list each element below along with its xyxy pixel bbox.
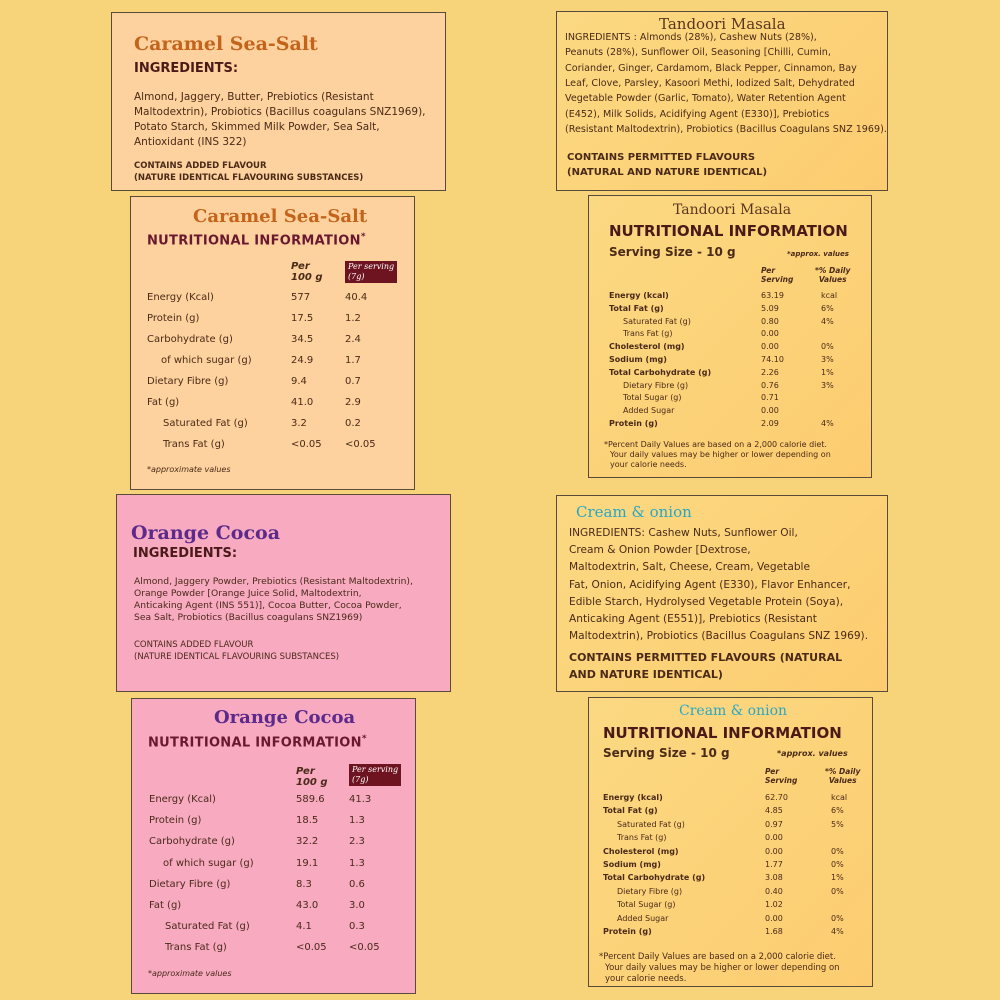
orange_nutrition-row-per100: 18.5: [296, 815, 319, 827]
caramel_nutrition-row-per100: 9.4: [291, 376, 307, 387]
cream_nutrition-row-label: Added Sugar: [617, 913, 669, 923]
tandoori-flavour-notice-1: CONTAINS PERMITTED FLAVOURS: [567, 152, 756, 163]
cream_nutrition-row-value: 0.97: [765, 819, 783, 829]
caramel_nutrition-row-per100: 41.0: [291, 397, 314, 408]
tandoori_ingredients-line: (E452), Milk Solids, Acidifying Agent (E330)], Prebiotics: [565, 108, 830, 120]
tandoori_nutrition-row-label: Sodium (mg): [609, 355, 667, 364]
tandoori-nutrition-heading: NUTRITIONAL INFORMATION: [609, 222, 848, 240]
caramel-ingredients-line-3: Potato Starch, Skimmed Milk Powder, Sea Salt,: [134, 121, 380, 133]
tandoori_nutrition-row-value: 2.26: [761, 367, 779, 377]
cream-ingredients-card: [556, 495, 888, 692]
cream_nutrition-footnote-line: Your daily values may be higher or lower depending on: [605, 963, 840, 973]
tandoori_nutrition-row-dv: 4%: [821, 316, 834, 326]
tandoori_nutrition-row-value: 0.00: [761, 342, 779, 352]
caramel_nutrition-row-label: Saturated Fat (g): [163, 418, 248, 429]
orange_nutrition-row-label: Carbohydrate (g): [149, 836, 235, 848]
caramel_nutrition-row-serving: 0.2: [345, 418, 361, 429]
tandoori-col-dv: *% Daily Values: [815, 266, 851, 284]
tandoori_ingredients-line: (Resistant Maltodextrin), Probiotics (Bacillus Coagulans SNZ 1969).: [565, 123, 887, 135]
caramel_nutrition-row-label: Protein (g): [147, 313, 200, 324]
caramel-ingredients-line-2: Maltodextrin), Probiotics (Bacillus coagulans SNZ1969),: [134, 106, 426, 118]
orange_nutrition-row-label: Dietary Fibre (g): [149, 878, 231, 890]
cream_nutrition-footnote-line: your calorie needs.: [605, 974, 687, 984]
tandoori-ingredients-title: Tandoori Masala: [659, 15, 786, 33]
cream_nutrition-row-dv: 0%: [831, 886, 844, 896]
caramel_nutrition-row-label: Trans Fat (g): [163, 439, 225, 450]
caramel_nutrition-row-per100: 17.5: [291, 313, 314, 324]
orange_nutrition-row-serving: 3.0: [349, 900, 365, 911]
caramel-footnote: *approximate values: [147, 465, 231, 474]
caramel_nutrition-row-label: Energy (Kcal): [147, 292, 214, 303]
cream_nutrition-row-dv: 0%: [831, 913, 844, 923]
caramel_nutrition-row-per100: 34.5: [291, 334, 314, 345]
cream-col-per: Per Serving: [765, 767, 798, 785]
orange_nutrition-row-per100: 43.0: [296, 900, 319, 911]
cream-flavour-notice-1: CONTAINS PERMITTED FLAVOURS (NATURAL: [569, 651, 843, 664]
caramel-col-per100: Per 100 g: [291, 261, 323, 283]
cream_ingredients-line: Maltodextrin, Salt, Cheese, Cream, Vegetable: [569, 561, 811, 574]
caramel_nutrition-row-per100: 3.2: [291, 418, 307, 429]
tandoori_ingredients-line: Coriander, Ginger, Cardamom, Black Pepper, Cinnamon, Bay: [565, 62, 857, 74]
tandoori_nutrition-row-value: 0.00: [761, 329, 779, 339]
cream-ingredients-title: Cream & onion: [576, 503, 692, 521]
cream_nutrition-row-label: Energy (kcal): [603, 793, 663, 802]
cream-nutrition-heading: NUTRITIONAL INFORMATION: [603, 724, 842, 742]
cream_nutrition-row-label: Total Sugar (g): [617, 900, 676, 910]
tandoori_nutrition-row-value: 63.19: [761, 291, 784, 300]
orange-col-per100: Per 100 g: [296, 766, 328, 788]
tandoori_nutrition-row-label: Cholesterol (mg): [609, 342, 685, 352]
caramel_nutrition-row-serving: 1.2: [345, 313, 361, 324]
cream_nutrition-row-value: 1.68: [765, 927, 783, 936]
caramel_nutrition-row-label: of which sugar (g): [161, 355, 252, 366]
caramel_nutrition-row-serving: 2.4: [345, 334, 361, 345]
caramel_nutrition-row-serving: 0.7: [345, 376, 361, 387]
tandoori_nutrition-row-label: Protein (g): [609, 419, 658, 428]
cream_ingredients-line: INGREDIENTS: Cashew Nuts, Sunflower Oil,: [569, 527, 798, 539]
orange_nutrition-row-label: Trans Fat (g): [165, 942, 227, 954]
orange_nutrition-row-serving: <0.05: [349, 942, 380, 954]
tandoori_nutrition-row-value: 0.71: [761, 393, 779, 403]
cream_nutrition-row-value: 1.02: [765, 900, 783, 910]
cream_nutrition-row-label: Cholesterol (mg): [603, 846, 679, 856]
caramel-flavour-notice-2: (NATURE IDENTICAL FLAVOURING SUBSTANCES): [134, 173, 364, 183]
tandoori_nutrition-row-value: 0.76: [761, 380, 779, 390]
cream_nutrition-row-value: 62.70: [765, 793, 788, 802]
cream_nutrition-row-dv: 0%: [831, 860, 844, 869]
orange_nutrition-row-per100: 589.6: [296, 794, 325, 805]
tandoori_nutrition-row-dv: 4%: [821, 419, 834, 428]
orange_nutrition-row-serving: 0.3: [349, 921, 365, 933]
orange_nutrition-row-serving: 1.3: [349, 815, 365, 827]
caramel_nutrition-row-serving: <0.05: [345, 439, 376, 450]
tandoori_ingredients-line: Peanuts (28%), Sunflower Oil, Seasoning [Chilli, Cumin,: [565, 47, 831, 59]
caramel_nutrition-row-serving: 40.4: [345, 292, 368, 303]
tandoori-approx-note: *approx. values: [787, 250, 849, 258]
tandoori_nutrition-row-value: 0.80: [761, 316, 779, 326]
orange_nutrition-row-serving: 1.3: [349, 857, 365, 869]
orange_nutrition-row-serving: 0.6: [349, 878, 365, 890]
orange_nutrition-row-serving: 41.3: [349, 794, 372, 805]
tandoori-serving-size: Serving Size - 10 g: [609, 245, 736, 259]
cream_nutrition-row-label: Trans Fat (g): [617, 833, 667, 843]
tandoori_nutrition-row-dv: 3%: [821, 355, 834, 364]
tandoori_nutrition-row-value: 2.09: [761, 419, 779, 428]
caramel_nutrition-row-serving: 2.9: [345, 397, 361, 408]
tandoori_nutrition-row-value: 74.10: [761, 355, 784, 364]
caramel-nutrition-card: [130, 196, 415, 490]
tandoori_nutrition-row-dv: 3%: [821, 380, 834, 390]
orange_nutrition-row-per100: 8.3: [296, 878, 312, 890]
cream_nutrition-row-label: Total Carbohydrate (g): [603, 873, 706, 883]
cream_nutrition-row-dv: 0%: [831, 846, 844, 856]
tandoori_nutrition-row-label: Total Fat (g): [609, 303, 664, 313]
caramel-col-serving: Per serving (7g): [345, 261, 397, 283]
cream_nutrition-row-dv: 4%: [831, 927, 844, 936]
cream_ingredients-line: Cream & Onion Powder [Dextrose,: [569, 544, 751, 557]
cream_ingredients-line: Anticaking Agent (E551)], Prebiotics (Resistant: [569, 613, 817, 625]
caramel_nutrition-row-label: Fat (g): [147, 397, 180, 408]
tandoori_ingredients-line: Leaf, Clove, Parsley, Kasoori Methi, Iodized Salt, Dehydrated: [565, 77, 855, 89]
tandoori_nutrition-row-value: 0.00: [761, 406, 779, 416]
orange-col-serving: Per serving (7g): [349, 764, 401, 786]
orange-nutrition-title: Orange Cocoa: [214, 707, 356, 728]
tandoori_nutrition-footnote-line: your calorie needs.: [610, 460, 687, 469]
tandoori-col-per: Per Serving: [761, 266, 794, 284]
cream_ingredients-line: Edible Starch, Hydrolysed Vegetable Protein (Soya),: [569, 595, 844, 608]
orange-ingredients-card: [116, 494, 451, 692]
caramel-flavour-notice-1: CONTAINS ADDED FLAVOUR: [134, 161, 267, 171]
cream-approx-note: *approx. values: [777, 749, 848, 758]
tandoori_nutrition-row-value: 5.09: [761, 303, 779, 313]
orange_nutrition-row-label: Protein (g): [149, 815, 202, 827]
caramel_nutrition-row-per100: 24.9: [291, 355, 314, 366]
tandoori_nutrition-row-dv: 1%: [821, 367, 834, 377]
tandoori_nutrition-footnote-line: Your daily values may be higher or lower depending on: [610, 450, 831, 459]
cream_nutrition-row-dv: 6%: [831, 806, 844, 816]
orange_nutrition-row-serving: 2.3: [349, 836, 365, 848]
cream_nutrition-row-value: 0.40: [765, 886, 783, 896]
cream_nutrition-row-value: 0.00: [765, 846, 783, 856]
caramel_nutrition-row-per100: 577: [291, 292, 311, 303]
orange-nutrition-heading: NUTRITIONAL INFORMATION*: [148, 734, 367, 751]
cream_nutrition-footnote-line: *Percent Daily Values are based on a 2,000 calorie diet.: [599, 952, 836, 962]
caramel-ingredients-line-4: Antioxidant (INS 322): [134, 136, 247, 148]
orange-ingredients-line-2: Orange Powder [Orange Juice Solid, Maltodextrin,: [134, 588, 362, 599]
orange-flavour-notice-1: CONTAINS ADDED FLAVOUR: [134, 640, 254, 650]
tandoori_nutrition-row-dv: 6%: [821, 303, 834, 313]
tandoori_nutrition-row-label: Trans Fat (g): [623, 329, 673, 339]
cream_nutrition-row-value: 3.08: [765, 873, 783, 883]
cream-serving-size: Serving Size - 10 g: [603, 746, 730, 760]
tandoori-nutrition-title: Tandoori Masala: [673, 202, 792, 218]
caramel_nutrition-row-serving: 1.7: [345, 355, 361, 366]
cream_nutrition-row-dv: 5%: [831, 819, 844, 829]
orange-ingredients-line-3: Anticaking Agent (INS 551)], Cocoa Butter, Cocoa Powder,: [134, 600, 402, 611]
orange_nutrition-row-label: Energy (Kcal): [149, 794, 216, 805]
caramel-nutrition-title: Caramel Sea-Salt: [193, 206, 368, 227]
caramel-ingredients-heading: INGREDIENTS:: [134, 61, 239, 76]
cream-col-dv: *% Daily Values: [825, 767, 861, 785]
caramel-ingredients-line-1: Almond, Jaggery, Butter, Prebiotics (Resistant: [134, 91, 374, 103]
cream_nutrition-row-dv: kcal: [831, 793, 848, 802]
caramel_nutrition-row-per100: <0.05: [291, 439, 322, 450]
orange-ingredients-line-4: Sea Salt, Probiotics (Bacillus coagulans SNZ1969): [134, 612, 363, 623]
tandoori_nutrition-row-label: Total Sugar (g): [623, 393, 682, 403]
tandoori_ingredients-line: INGREDIENTS : Almonds (28%), Cashew Nuts (28%),: [565, 32, 817, 43]
orange_nutrition-row-label: Fat (g): [149, 900, 182, 911]
caramel_nutrition-row-label: Carbohydrate (g): [147, 334, 233, 345]
caramel-ingredients-card: [111, 12, 446, 191]
tandoori_nutrition-row-dv: kcal: [821, 291, 838, 300]
orange_nutrition-row-label: Saturated Fat (g): [165, 921, 250, 933]
cream_ingredients-line: Fat, Onion, Acidifying Agent (E330), Flavor Enhancer,: [569, 578, 851, 591]
cream-nutrition-card: [588, 697, 873, 987]
cream_nutrition-row-label: Sodium (mg): [603, 860, 661, 869]
orange-ingredients-heading: INGREDIENTS:: [133, 546, 238, 561]
caramel_nutrition-row-label: Dietary Fibre (g): [147, 376, 229, 387]
cream_nutrition-row-label: Dietary Fibre (g): [617, 886, 683, 896]
orange-ingredients-title: Orange Cocoa: [131, 522, 281, 544]
tandoori-flavour-notice-2: (NATURAL AND NATURE IDENTICAL): [567, 167, 768, 178]
tandoori_nutrition-row-dv: 0%: [821, 342, 834, 352]
caramel-nutrition-heading: NUTRITIONAL INFORMATION*: [147, 232, 366, 249]
tandoori_nutrition-row-label: Energy (kcal): [609, 291, 669, 300]
orange_nutrition-row-per100: <0.05: [296, 942, 327, 954]
orange-nutrition-card: [131, 698, 416, 994]
cream_nutrition-row-value: 0.00: [765, 913, 783, 923]
orange_nutrition-row-per100: 4.1: [296, 921, 312, 933]
cream_nutrition-row-value: 0.00: [765, 833, 783, 843]
orange_nutrition-row-label: of which sugar (g): [163, 857, 254, 869]
caramel-ingredients-title: Caramel Sea-Salt: [134, 33, 318, 55]
cream_nutrition-row-label: Protein (g): [603, 927, 652, 936]
orange-footnote: *approximate values: [148, 969, 232, 978]
tandoori_ingredients-line: Vegetable Powder (Garlic, Tomato), Water Retention Agent: [565, 93, 846, 105]
tandoori_nutrition-row-label: Saturated Fat (g): [623, 316, 691, 326]
cream_nutrition-row-label: Saturated Fat (g): [617, 819, 685, 829]
cream-nutrition-title: Cream & onion: [679, 703, 788, 719]
cream_ingredients-line: Maltodextrin), Probiotics (Bacillus Coagulans SNZ 1969).: [569, 630, 869, 643]
orange_nutrition-row-per100: 32.2: [296, 836, 319, 848]
cream-flavour-notice-2: AND NATURE IDENTICAL): [569, 668, 723, 681]
tandoori-nutrition-card: [588, 195, 872, 478]
cream_nutrition-row-value: 1.77: [765, 860, 783, 869]
orange-ingredients-line-1: Almond, Jaggery Powder, Prebiotics (Resistant Maltodextrin),: [134, 576, 413, 587]
cream_nutrition-row-value: 4.85: [765, 806, 783, 816]
tandoori_nutrition-row-label: Added Sugar: [623, 406, 675, 416]
orange_nutrition-row-per100: 19.1: [296, 857, 319, 869]
orange-flavour-notice-2: (NATURE IDENTICAL FLAVOURING SUBSTANCES): [134, 652, 340, 662]
cream_nutrition-row-label: Total Fat (g): [603, 806, 658, 816]
tandoori_nutrition-footnote-line: *Percent Daily Values are based on a 2,000 calorie diet.: [604, 440, 827, 449]
tandoori_nutrition-row-label: Dietary Fibre (g): [623, 380, 689, 390]
tandoori_nutrition-row-label: Total Carbohydrate (g): [609, 367, 712, 377]
cream_nutrition-row-dv: 1%: [831, 873, 844, 883]
tandoori-ingredients-card: [556, 11, 888, 191]
